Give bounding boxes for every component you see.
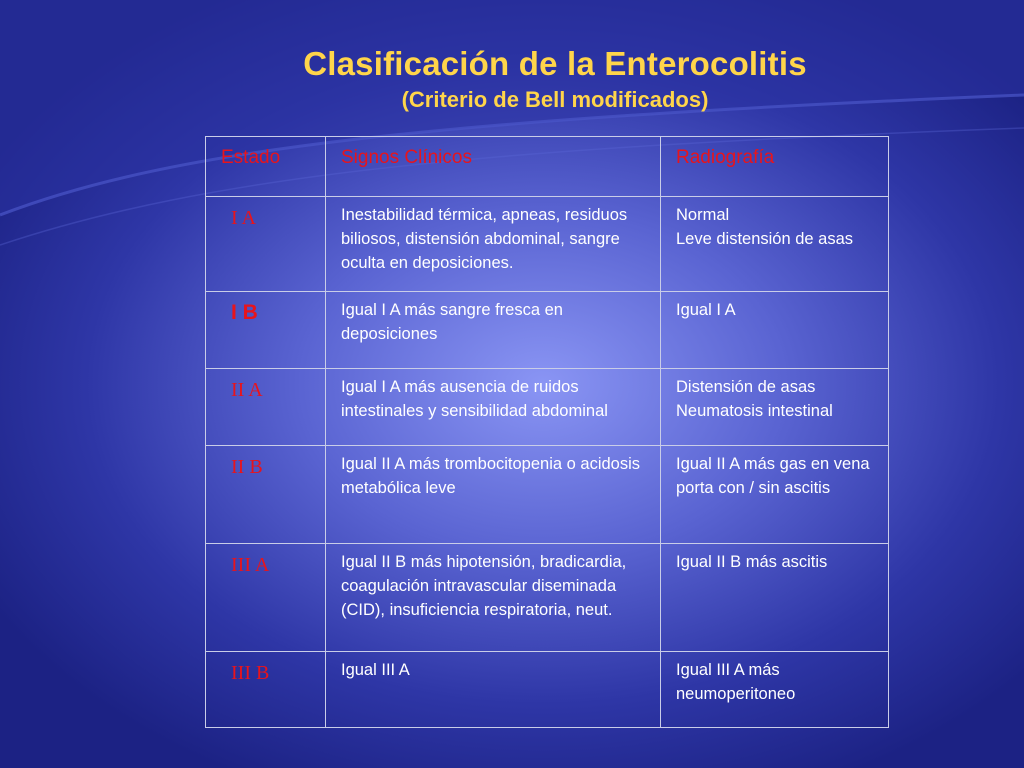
bell-criteria-table [205, 136, 889, 728]
header-radiografia: Radiografía [676, 147, 775, 168]
radiografia-text: Igual II A más gas en vena porta con / sin ascitis [676, 455, 870, 497]
radiografia-text: Normal Leve distensión de asas [676, 206, 854, 248]
estado-cell [206, 197, 326, 292]
radiografia-text: Igual I A [676, 301, 736, 319]
table-row [206, 652, 889, 728]
estado-cell [206, 544, 326, 652]
radiografia-text: Igual II B más ascitis [676, 553, 828, 571]
estado-cell [206, 652, 326, 728]
signos-cell [326, 544, 661, 652]
header-signos-clinicos: Signos Clínicos [341, 147, 472, 168]
table-row [206, 197, 889, 292]
table-row [206, 446, 889, 544]
signos-cell [326, 369, 661, 446]
estado-cell [206, 369, 326, 446]
signos-text: Igual I A más sangre fresca en deposiciones [341, 301, 563, 343]
radiografia-cell [661, 197, 889, 292]
table-row [206, 292, 889, 369]
stage-label: III A [231, 554, 270, 576]
radiografia-cell [661, 446, 889, 544]
signos-cell [326, 446, 661, 544]
signos-text: Igual II B más hipotensión, bradicardia, coagulación intravascular diseminada (CID), insuficiencia respiratoria, neut. [341, 553, 627, 619]
table-row [206, 544, 889, 652]
radiografia-cell [661, 652, 889, 728]
radiografia-text: Igual III A más neumoperitoneo [676, 661, 796, 703]
signos-cell [326, 197, 661, 292]
header-estado: Estado [221, 147, 281, 168]
signos-text: Inestabilidad térmica, apneas, residuos biliosos, distensión abdominal, sangre oculta en deposiciones. [341, 206, 628, 272]
signos-text: Igual II A más trombocitopenia o acidosis metabólica leve [341, 455, 640, 497]
radiografia-cell [661, 292, 889, 369]
slide-subtitle: (Criterio de Bell modificados) [401, 87, 709, 112]
stage-label: I A [231, 207, 256, 229]
stage-label: I B [231, 301, 258, 324]
signos-text: Igual I A más ausencia de ruidos intestinales y sensibilidad abdominal [341, 378, 608, 420]
radiografia-text: Distensión de asas Neumatosis intestinal [676, 378, 833, 420]
radiografia-cell [661, 544, 889, 652]
signos-cell [326, 652, 661, 728]
header-cell-signos [326, 137, 661, 197]
table-row [206, 369, 889, 446]
stage-label: III B [231, 662, 270, 684]
signos-text: Igual III A [341, 661, 410, 679]
estado-cell [206, 446, 326, 544]
stage-label: II A [231, 379, 263, 401]
table-header-row [206, 137, 889, 197]
header-cell-radiografia [661, 137, 889, 197]
radiografia-cell [661, 369, 889, 446]
signos-cell [326, 292, 661, 369]
estado-cell [206, 292, 326, 369]
slide-title: Clasificación de la Enterocolitis [303, 45, 807, 82]
stage-label: II B [231, 456, 263, 478]
header-cell-estado [206, 137, 326, 197]
